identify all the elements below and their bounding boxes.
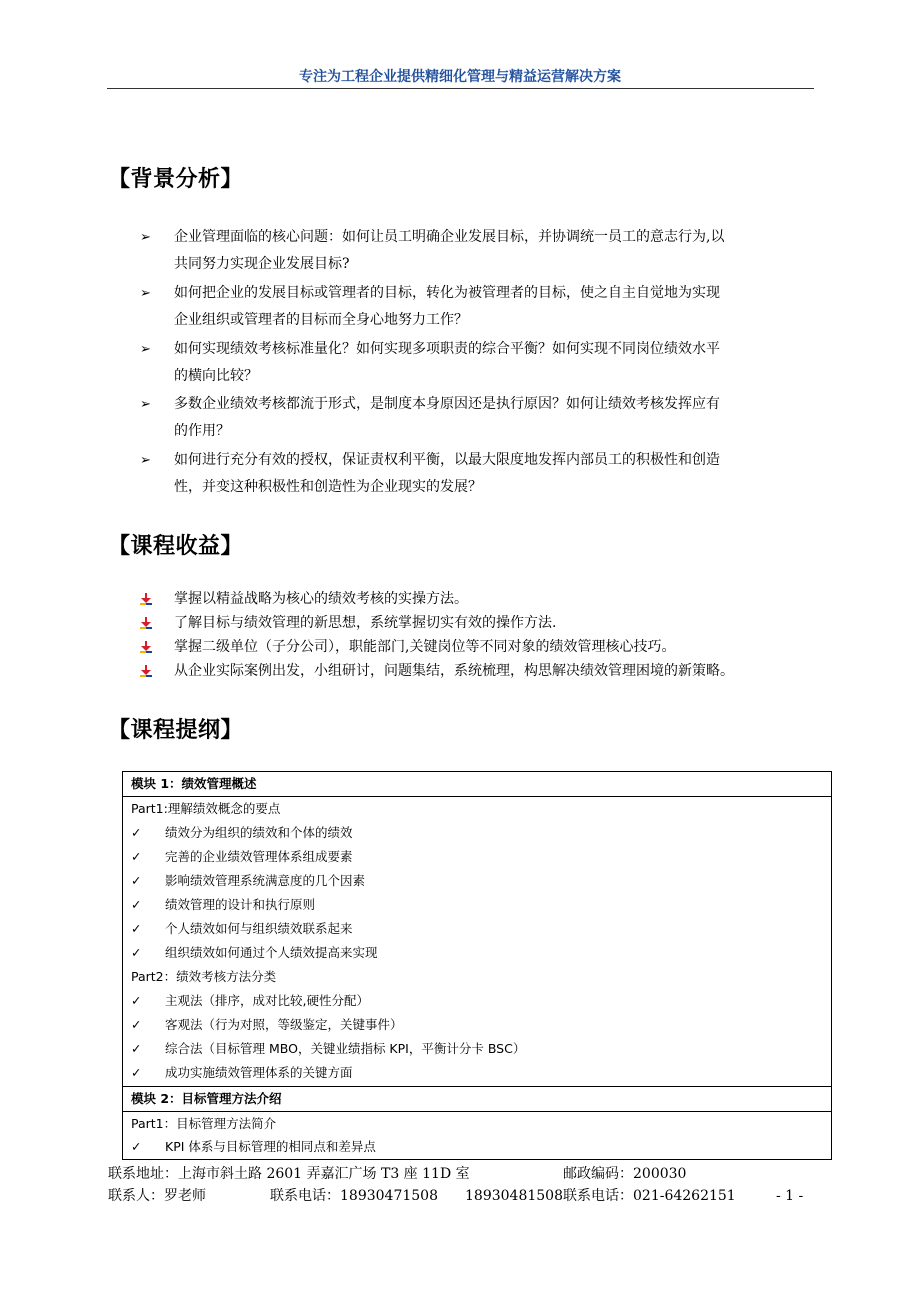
outline-item-text: KPI 体系与目标管理的相同点和差异点 — [165, 1139, 376, 1154]
check-icon: ✓ — [131, 1065, 142, 1080]
background-item-line1: 如何把企业的发展目标或管理者的目标，转化为被管理者的目标，使之自主自觉地为实现 — [174, 285, 720, 301]
benefit-item — [140, 611, 830, 635]
check-icon: ✓ — [131, 993, 142, 1008]
check-icon: ✓ — [131, 825, 142, 840]
footer-postcode: 邮政编码：200030 — [563, 1166, 687, 1182]
header-divider — [107, 88, 814, 89]
part-title: Part1：目标管理方法简介 — [131, 1116, 277, 1131]
module-title: 模块 1：绩效管理概述 — [131, 776, 257, 791]
outline-item-text: 绩效管理的设计和执行原则 — [165, 897, 316, 912]
outline-item-text: 综合法（目标管理 MBO，关键业绩指标 KPI，平衡计分卡 BSC） — [165, 1041, 526, 1056]
background-item-line2: 企业组织或管理者的目标而全身心地努力工作？ — [174, 312, 468, 328]
background-item — [140, 391, 820, 445]
down-arrow-bullet-icon — [140, 665, 152, 677]
check-icon: ✓ — [131, 849, 142, 864]
background-item-line2: 的横向比较？ — [174, 368, 258, 384]
check-icon: ✓ — [131, 897, 142, 912]
background-item-line1: 多数企业绩效考核都流于形式，是制度本身原因还是执行原因？如何让绩效考核发挥应有 — [174, 396, 720, 412]
benefit-item-text: 掌握以精益战略为核心的绩效考核的实操方法。 — [174, 591, 468, 607]
background-item-line1: 如何实现绩效考核标准量化？如何实现多项职责的综合平衡？如何实现不同岗位绩效水平 — [174, 341, 720, 357]
background-item-line2: 性，并变这种积极性和创造性为企业现实的发展？ — [174, 479, 482, 495]
background-item-line2: 共同努力实现企业发展目标? — [174, 256, 350, 272]
check-icon: ✓ — [131, 1017, 142, 1032]
page-number: - 1 - — [776, 1188, 804, 1204]
section-title-background: 【背景分析】 — [108, 167, 244, 192]
benefit-item-text: 掌握二级单位（子分公司），职能部门,关键岗位等不同对象的绩效管理核心技巧。 — [174, 639, 676, 655]
module-title: 模块 2：目标管理方法介绍 — [131, 1091, 282, 1106]
outline-item-text: 组织绩效如何通过个人绩效提高来实现 — [165, 945, 378, 960]
outline-table — [122, 771, 832, 1160]
background-item — [140, 280, 820, 334]
background-item-line2: 的作用？ — [174, 423, 230, 439]
outline-item-text: 客观法（行为对照，等级鉴定，关键事件） — [165, 1017, 403, 1032]
benefit-item — [140, 635, 830, 659]
background-item-line1: 如何进行充分有效的授权，保证责权利平衡，以最大限度地发挥内部员工的积极性和创造 — [174, 452, 720, 468]
down-arrow-bullet-icon — [140, 593, 152, 605]
footer-contact-line — [108, 1185, 813, 1207]
down-arrow-bullet-icon — [140, 641, 152, 653]
background-item-line1: 企业管理面临的核心问题：如何让员工明确企业发展目标，并协调统一员工的意志行为,以 — [174, 229, 725, 245]
arrow-bullet-icon: ➢ — [140, 286, 151, 301]
footer-address-line — [108, 1163, 808, 1185]
benefit-item-text: 了解目标与绩效管理的新思想，系统掌握切实有效的操作方法. — [174, 615, 557, 631]
arrow-bullet-icon: ➢ — [140, 342, 151, 357]
arrow-bullet-icon: ➢ — [140, 397, 151, 412]
footer-address: 联系地址：上海市斜土路 2601 弄嘉汇广场 T3 座 11D 室 — [108, 1166, 470, 1182]
check-icon: ✓ — [131, 921, 142, 936]
benefit-item — [140, 587, 830, 611]
arrow-bullet-icon: ➢ — [140, 453, 151, 468]
outline-item-text: 完善的企业绩效管理体系组成要素 — [165, 849, 353, 864]
outline-item-text: 绩效分为组织的绩效和个体的绩效 — [165, 825, 353, 840]
page-header-title: 专注为工程企业提供精细化管理与精益运营解决方案 — [299, 69, 621, 85]
footer-phone: 联系电话：18930471508 — [270, 1188, 438, 1204]
section-title-benefits: 【课程收益】 — [108, 534, 244, 559]
outline-item-text: 影响绩效管理系统满意度的几个因素 — [165, 873, 366, 888]
check-icon: ✓ — [131, 1139, 142, 1154]
outline-item-text: 主观法（排序，成对比较,硬性分配） — [165, 993, 369, 1008]
part-title: Part1:理解绩效概念的要点 — [131, 801, 281, 816]
benefit-item-text: 从企业实际案例出发，小组研讨，问题集结，系统梳理，构思解决绩效管理困境的新策略。 — [174, 663, 734, 679]
footer-phone3: 联系电话：021-64262151 — [563, 1188, 736, 1204]
footer-phone2: 18930481508 — [465, 1188, 563, 1204]
check-icon: ✓ — [131, 873, 142, 888]
footer-contact: 联系人：罗老师 — [108, 1188, 206, 1204]
outline-item-text: 成功实施绩效管理体系的关键方面 — [165, 1065, 353, 1080]
arrow-bullet-icon: ➢ — [140, 230, 151, 245]
down-arrow-bullet-icon — [140, 617, 152, 629]
background-item — [140, 336, 820, 390]
check-icon: ✓ — [131, 1041, 142, 1056]
background-item — [140, 224, 820, 278]
benefit-item — [140, 659, 830, 683]
outline-item-text: 个人绩效如何与组织绩效联系起来 — [165, 921, 353, 936]
background-item — [140, 447, 820, 501]
part-title: Part2：绩效考核方法分类 — [131, 969, 277, 984]
section-title-outline: 【课程提纲】 — [108, 718, 244, 743]
check-icon: ✓ — [131, 945, 142, 960]
